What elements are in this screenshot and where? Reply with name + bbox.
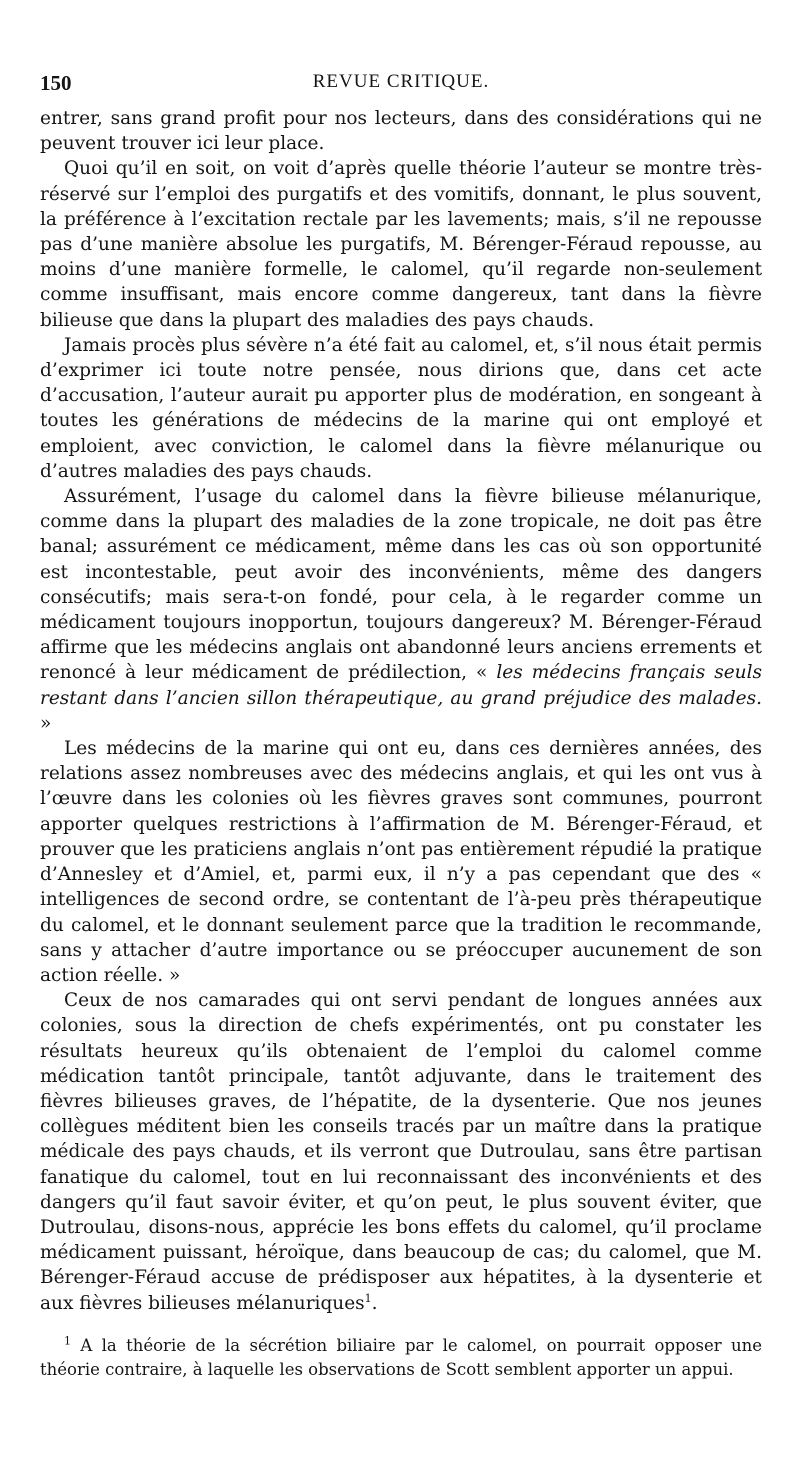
paragraph-text: Assurément, l’usage du calomel dans la fièvre bilieuse mélanurique, comme dans la plupart des maladies de la zone tropicale, ne doit pas être banal; assurément ce médicament, même dans les cas où son opportunité est incontestable, peut avoir des inconvénients, même des dangers consécutifs; mais sera-t-on fondé, pour cela, à le regarder comme un médicament toujours inopportun, toujours dangereux? M. Bérenger-Féraud affirme que les médecins anglais ont abandonné leurs anciens errements et renoncé à leur médicament de prédilection, «: [40, 486, 762, 684]
paragraph: [40, 988, 762, 1316]
paragraph-continuation: [40, 106, 762, 156]
page-number: 150: [40, 71, 72, 95]
footnote-marker: 1: [64, 1334, 71, 1348]
paragraph: [40, 156, 762, 332]
paragraph: [40, 484, 762, 736]
italic-quotation: les médecins français seuls restant dans l’ancien sillon thérapeutique, au grand préjudice des malades.: [40, 662, 762, 709]
paragraph-text: Ceux de nos camarades qui ont servi pendant de longues années aux colonies, sous la direction de chefs expérimentés, ont pu constater les résultats heureux qu’ils obtenaient de l’emploi du calomel comme médication tantôt principale, tantôt adjuvante, dans le traitement des fièvres bilieuses graves, de l’hépatite, de la dysenterie. Que nos jeunes collègues méditent bien les conseils tracés par un maître dans la pratique médicale des pays chauds, et ils verront que Dutroulau, sans être partisan fanatique du calomel, tout en lui reconnaissant des inconvénients et des dangers qu’il faut savoir éviter, et qu’on peut, le plus souvent éviter, que Dutroulau, disons-nous, apprécie les bons effets du calomel, qu’il proclame médicament puissant, héroïque, dans beaucoup de cas; du calomel, que M. Bérenger-Féraud accuse de prédisposer aux hépatites, à la dysenterie et aux fièvres bilieuses mélanuriques: [40, 990, 762, 1314]
paragraph-text: entrer, sans grand profit pour nos lecteurs, dans des considérations qui ne peuvent trouver ici leur place.: [40, 108, 762, 155]
footnote-reference[interactable]: 1: [364, 1291, 372, 1305]
footnote-area: [40, 1334, 762, 1382]
footnote-text: A la théorie de la sécrétion biliaire par le calomel, on pourrait opposer une théorie contraire, à laquelle les observations de Scott semblent apporter un appui.: [40, 1335, 762, 1379]
page: [40, 66, 762, 1382]
running-head: [40, 66, 762, 100]
paragraph: [40, 736, 762, 988]
paragraph-end-punctuation: .: [371, 1292, 378, 1314]
paragraph-text: Jamais procès plus sévère n’a été fait au calomel, et, s’il nous était permis d’exprimer ici toute notre pensée, nous dirions que, dans cet acte d’accusation, l’auteur aurait pu apporter plus de modération, en songeant à toutes les générations de médecins de la marine qui ont employé et emploient, avec conviction, le calomel dans la fièvre mélanurique ou d’autres maladies des pays chauds.: [40, 334, 762, 482]
closing-quote: »: [40, 712, 52, 734]
paragraph-text: Les médecins de la marine qui ont eu, dans ces dernières années, des relations assez nombreuses avec des médecins anglais, et qui les ont vus à l’œuvre dans les colonies où les fièvres graves sont communes, pourront apporter quelques restrictions à l’affirmation de M. Bérenger-Féraud, et prouver que les praticiens anglais n’ont pas entièrement répudié la pratique d’Annesley et d’Amiel, et, parmi eux, il n’y a pas cependant que des « intelligences de second ordre, se contentant de l’à-peu près thérapeutique du calomel, et le donnant seulement parce que la tradition le recommande, sans y attacher d’autre importance ou se préoccuper aucunement de son action réelle. »: [40, 738, 762, 986]
running-title: REVUE CRITIQUE.: [312, 71, 490, 92]
body-text: [40, 106, 762, 1316]
footnote: [40, 1334, 762, 1382]
paragraph: [40, 333, 762, 484]
paragraph-text: Quoi qu’il en soit, on voit d’après quelle théorie l’auteur se montre très-réservé sur l’emploi des purgatifs et des vomitifs, donnant, le plus souvent, la préférence à l’excitation rectale par les lavements; mais, s’il ne repousse pas d’une manière absolue les purgatifs, M. Bérenger-Féraud repousse, au moins d’une manière formelle, le calomel, qu’il regarde non-seulement comme insuffisant, mais encore comme dangereux, tant dans la fièvre bilieuse que dans la plupart des maladies des pays chauds.: [40, 158, 762, 331]
